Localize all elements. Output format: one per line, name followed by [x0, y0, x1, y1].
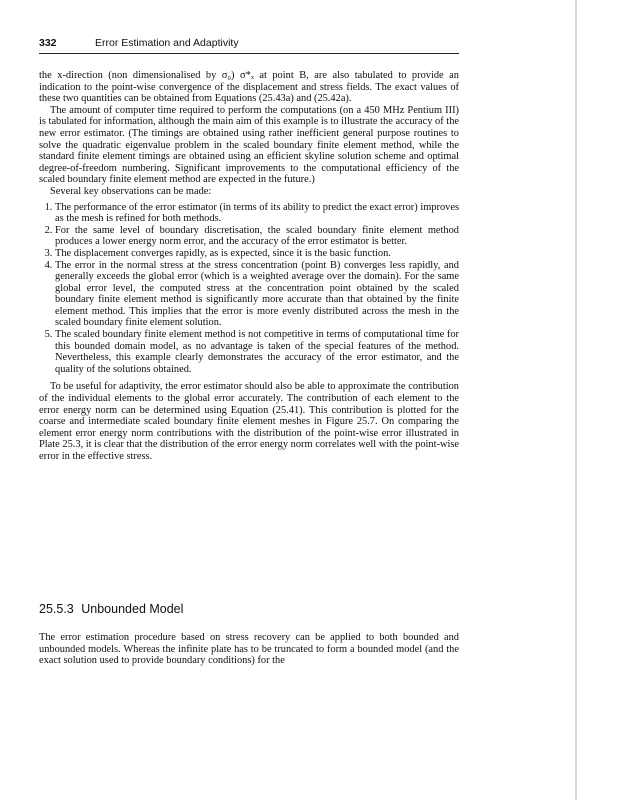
page-number: 332 — [39, 37, 57, 49]
header-rule — [39, 53, 459, 54]
list-item: 2. For the same level of boundary discretisation, the scaled boundary finite element method produces a lower energy norm error, and the accuracy of the error estimator is better. — [55, 225, 459, 248]
page-edge — [575, 0, 577, 800]
list-item: 5. The scaled boundary finite element method is not competitive in terms of computational time for this bounded domain model, as no advantage is taken of the special features of the method. Nevertheless, this example clearly demonstrates the accuracy of the error estimator, and the quality of the solutions obtained. — [55, 329, 459, 375]
running-title: Error Estimation and Adaptivity — [95, 37, 239, 49]
running-header — [39, 37, 459, 51]
paragraph-adaptivity: To be useful for adaptivity, the error estimator should also be able to approximate the contribution of the individual elements to the global error accurately. The contribution of each element to the error energy norm can be determined using Equation (25.41). This contribution is plotted for the coarse and intermediate scaled boundary finite element meshes in Figure 25.7. On comparing the element error energy norm contributions with the distribution of the point-wise error illustrated in Plate 25.3, it is clear that the distribution of the error energy norm correlates well with the point-wise error in the effective stress. — [39, 381, 459, 462]
paragraph-unbounded: The error estimation procedure based on stress recovery can be applied to both bounded and unbounded models. Whereas the infinite plate has to be truncated to form a bounded model (and the exact solution used to provide boundary conditions) for the — [39, 632, 459, 667]
section-number: 25.5.3 — [39, 602, 74, 616]
section-title: Unbounded Model — [81, 602, 184, 616]
main-text — [39, 70, 459, 463]
paragraph-observations-intro: Several key observations can be made: — [50, 185, 212, 197]
paragraph-computer-time: The amount of computer time required to perform the computations (on a 450 MHz Pentium III) is tabulated for information, although the main aim of this example is to illustrate the accuracy of the new error estimator. (The timings are obtained using rather inefficient general purpose routines to solve the quadratic eigenvalue problem in the scaled boundary finite element method, while the standard finite element timings are obtained using an efficient skyline solution scheme and optimal degree-of-freedom numbering. Significant improvements to the computational efficiency of the scaled boundary finite element method are expected in the future.) — [39, 104, 459, 186]
section-text — [39, 632, 459, 667]
section-heading — [39, 602, 183, 616]
list-item: 1. The performance of the error estimator (in terms of its ability to predict the exact error) improves as the mesh is refined for both methods. — [55, 202, 459, 225]
list-item: 3. The displacement converges rapidly, as is expected, since it is the basic function. — [55, 248, 459, 260]
paragraph-continued: the x-direction (non dimensionalised by σ₀) σ*ₓ at point B, are also tabulated to provide an indication to the point-wise convergence of the displacement and stress fields. The exact values of these two quantities can be obtained from Equations (25.43a) and (25.42a). — [39, 70, 459, 105]
observations-list — [39, 202, 459, 376]
list-item: 4. The error in the normal stress at the stress concentration (point B) converges less rapidly, and generally exceeds the global error (which is a weighted average over the domain). For the same global error level, the computed stress at the concentration point obtained by the scaled boundary finite element method is significantly more accurate than that obtained by the finite element method. This implies that the error is more evenly distributed across the mesh in the scaled boundary finite element solution. — [55, 260, 459, 330]
